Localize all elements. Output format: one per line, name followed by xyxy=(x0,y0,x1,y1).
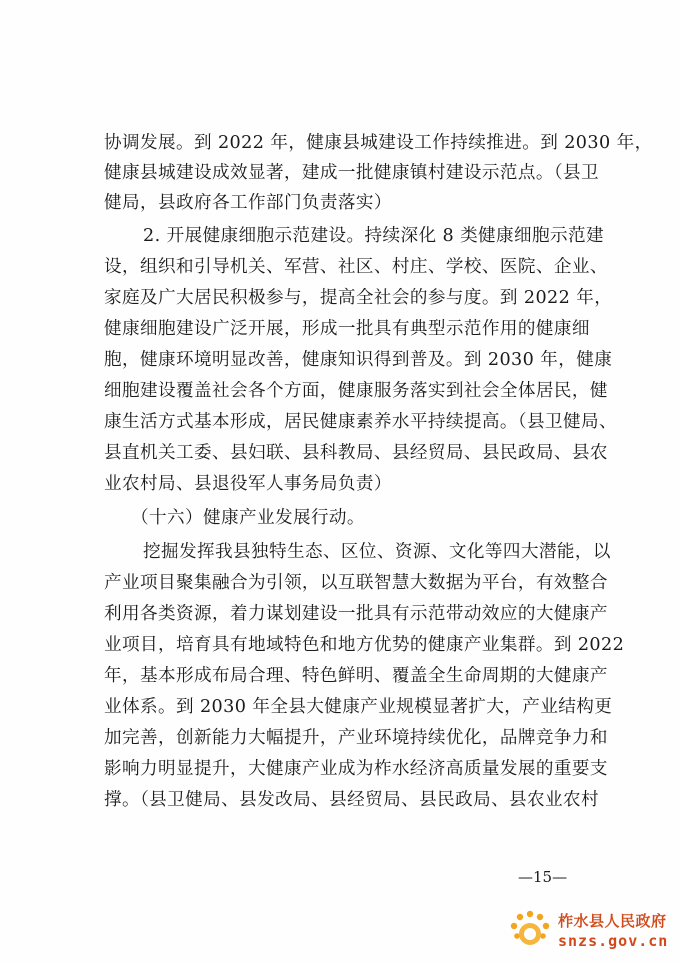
text-line: 业项目，培育具有地域特色和地方优势的健康产业集群。到 2022 xyxy=(104,635,625,655)
text-line: 健局，县政府各工作部门负责落实） xyxy=(104,193,392,213)
watermark-site-name: 柞水县人民政府 xyxy=(558,912,667,930)
text-line: 协调发展。到 2022 年，健康县城建设工作持续推进。到 2030 年， xyxy=(104,133,653,153)
text-line: 挖掘发挥我县独特生态、区位、资源、文化等四大潜能，以 xyxy=(143,542,611,562)
sun-flower-logo-icon xyxy=(508,908,552,952)
text-line: 健康细胞建设广泛开展，形成一批具有典型示范作用的健康细 xyxy=(104,319,590,339)
text-line: 业体系。到 2030 年全县大健康产业规模显著扩大，产业结构更 xyxy=(104,697,613,717)
text-line: 家庭及广大居民积极参与，提高全社会的参与度。到 2022 年， xyxy=(104,288,613,308)
text-line: 县直机关工委、县妇联、县科教局、县经贸局、县民政局、县农 xyxy=(104,443,608,463)
site-watermark xyxy=(508,902,678,960)
section-heading: （十六）健康产业发展行动。 xyxy=(131,508,365,528)
text-line: 加完善，创新能力大幅提升，产业环境持续优化，品牌竞争力和 xyxy=(104,728,608,748)
text-line: 设，组织和引导机关、军营、社区、村庄、学校、医院、企业、 xyxy=(104,257,608,277)
text-line: 健康县城建设成效显著，建成一批健康镇村建设示范点。（县卫 xyxy=(104,163,600,183)
text-line: 年，基本形成布局合理、特色鲜明、覆盖全生命周期的大健康产 xyxy=(104,666,608,686)
text-line: 业农村局、县退役军人事务局负责） xyxy=(104,474,392,494)
text-line: 利用各类资源，着力谋划建设一批具有示范带动效应的大健康产 xyxy=(104,604,608,624)
text-line: 细胞建设覆盖社会各个方面，健康服务落实到社会全体居民，健 xyxy=(104,381,608,401)
text-line: 产业项目聚集融合为引领，以互联智慧大数据为平台，有效整合 xyxy=(104,573,608,593)
text-line: 胞，健康环境明显改善，健康知识得到普及。到 2030 年，健康 xyxy=(104,350,613,370)
page-number: —15— xyxy=(518,868,568,886)
text-line: 2. 开展健康细胞示范建设。持续深化 8 类健康细胞示范建 xyxy=(143,226,605,246)
text-line: 康生活方式基本形成，居民健康素养水平持续提高。（县卫健局、 xyxy=(104,412,618,432)
watermark-domain: snzs.gov.cn xyxy=(558,932,669,950)
text-line: 影响力明显提升，大健康产业成为柞水经济高质量发展的重要支 xyxy=(104,759,608,779)
text-line: 撑。（县卫健局、县发改局、县经贸局、县民政局、县农业农村 xyxy=(104,790,600,810)
